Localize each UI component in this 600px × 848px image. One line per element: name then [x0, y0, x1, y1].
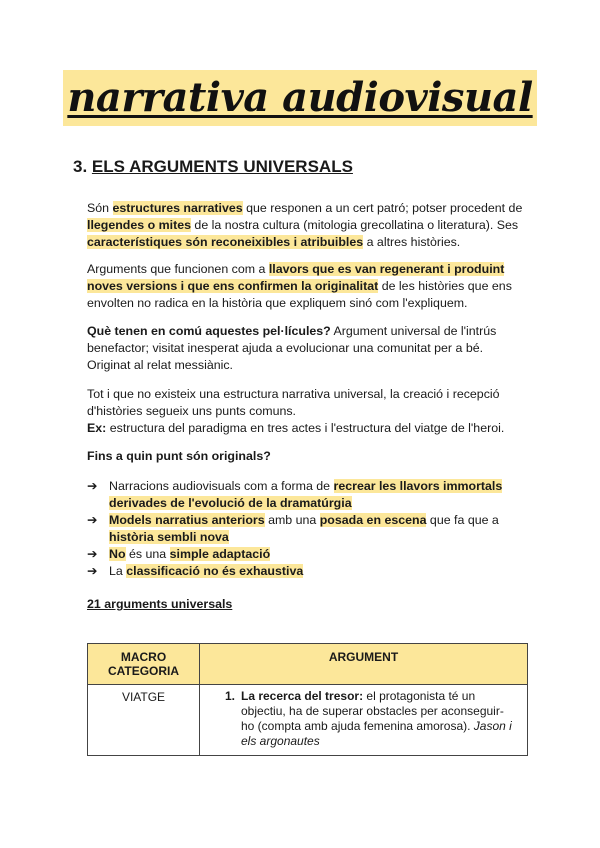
arrow-icon: ➔ — [87, 479, 98, 493]
text: Són — [87, 201, 113, 215]
section-heading — [73, 157, 353, 177]
highlight: història sembli nova — [109, 530, 229, 544]
argument-number: 1. — [225, 689, 236, 703]
list-item — [87, 478, 527, 512]
text: estructura del paradigma en tres actes i l'estructura del viatge de l'heroi. — [106, 421, 505, 435]
text: que responen a un cert patró; potser procedent de — [242, 201, 523, 215]
highlight: classificació no és exhaustiva — [126, 564, 304, 578]
highlight: Models narratius anteriors — [109, 513, 265, 527]
text: La — [109, 564, 127, 578]
text: és una — [125, 547, 170, 561]
text: de la nostra cultura (mitologia grecollatina o literatura). Ses — [190, 218, 519, 232]
table-header-row — [88, 644, 528, 685]
text: Narracions audiovisuals com a forma de — [109, 479, 334, 493]
highlight: posada en escena — [319, 513, 427, 527]
question: Què tenen en comú aquestes pel·lícules? — [87, 324, 331, 338]
section-title: ELS ARGUMENTS UNIVERSALS — [91, 157, 353, 176]
table-row — [88, 685, 528, 756]
highlight: simple adaptació — [169, 547, 271, 561]
list-item — [87, 512, 527, 546]
list-item — [87, 546, 527, 563]
arrow-icon: ➔ — [87, 513, 98, 527]
highlight: No — [109, 547, 126, 561]
header-argument: ARGUMENT — [200, 644, 528, 685]
originality-question: Fins a quin punt són originals? — [87, 449, 271, 463]
list-item — [87, 563, 527, 580]
argument-example: Jason i els argonautes — [241, 719, 512, 748]
text: de les històries que ens envolten no radica en la història que expliquem sinó com l'expliquem. — [87, 279, 512, 310]
argument-name: La recerca del tresor: — [241, 689, 364, 703]
highlight: estructures narratives — [112, 201, 243, 215]
text: a altres històries. — [363, 235, 461, 249]
paragraph-structure — [87, 386, 527, 437]
argument-cell — [200, 685, 528, 756]
paragraph-definition — [87, 200, 527, 251]
highlight: recrear les llavors immortals derivades de l'evolució de la dramatúrgia — [109, 479, 503, 510]
text: amb una — [264, 513, 320, 527]
header-macro-category: MACRO CATEGORIA — [88, 644, 200, 685]
text: Arguments que funcionen com a — [87, 262, 269, 276]
category-cell: VIATGE — [88, 685, 200, 756]
paragraph-seeds — [87, 261, 527, 312]
text: Argument universal de l'intrús benefactor; visitat inesperat ajuda a evolucionar una comunitat per a bé. Originat al relat messiànic. — [87, 324, 497, 372]
arrow-icon: ➔ — [87, 564, 98, 578]
title-wrapper — [0, 70, 600, 126]
text: que fa que a — [426, 513, 499, 527]
arrow-icon: ➔ — [87, 547, 98, 561]
bullet-list — [87, 478, 527, 580]
section-number: 3. — [73, 157, 88, 176]
argument-description: el protagonista té un objectiu, ha de superar obstacles per aconseguir-ho (compta amb ajuda femenina amorosa). — [241, 689, 504, 733]
example-label: Ex: — [87, 421, 107, 435]
highlight: llavors que es van regenerant i produint noves versions i que ens confirmen la originalitat — [87, 262, 505, 293]
arguments-title: 21 arguments universals — [87, 597, 233, 611]
highlight: llegendes o mites — [87, 218, 191, 232]
highlight: característiques són reconeixibles i atribuibles — [87, 235, 364, 249]
paragraph-question — [87, 323, 527, 374]
document-title: narrativa audiovisual — [63, 70, 536, 126]
text: Tot i que no existeix una estructura narrativa universal, la creació i recepció d'històries segueix uns punts comuns. — [87, 387, 500, 418]
arguments-table — [87, 643, 528, 756]
